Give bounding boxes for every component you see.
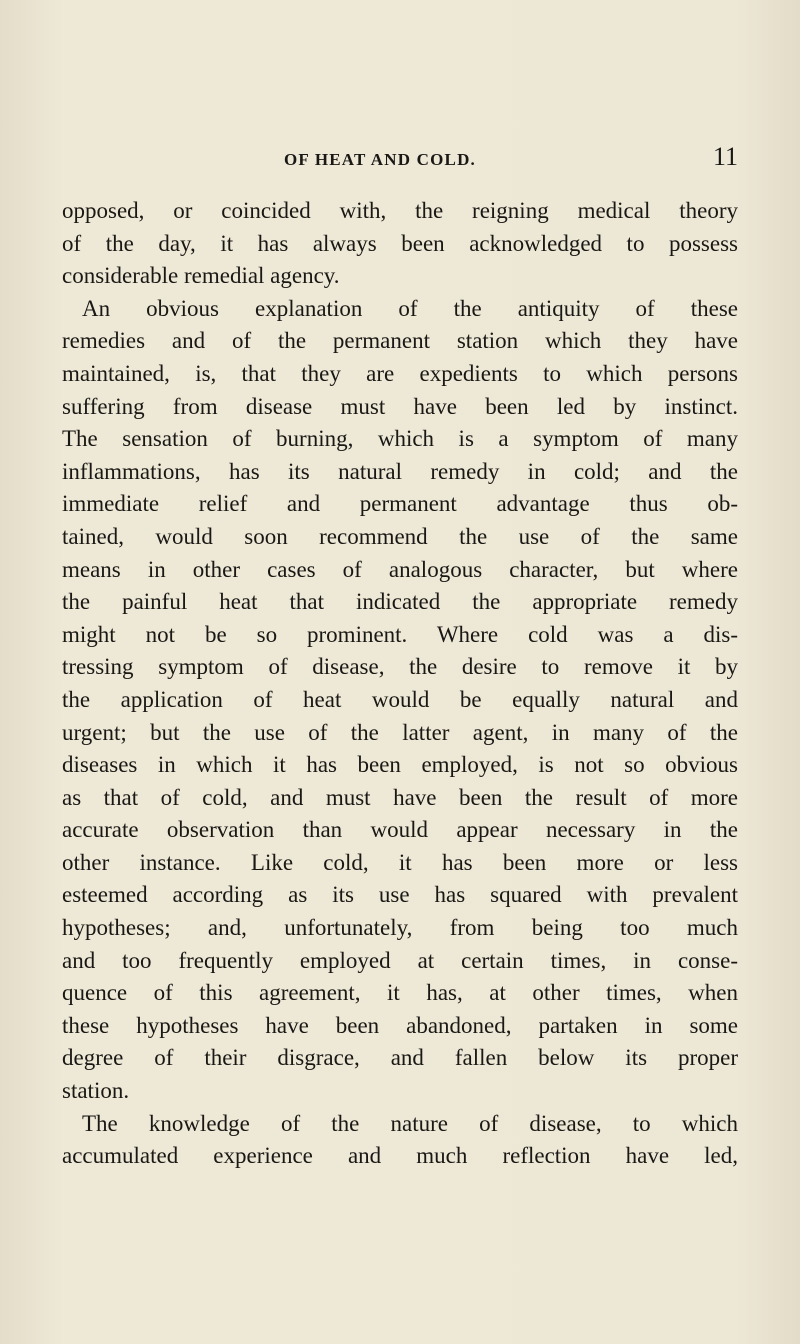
text-line: other instance. Like cold, it has been more or less [62,849,738,875]
text-line: remedies and of the permanent station which they have [62,328,738,354]
text-line: the application of heat would be equally natural and [62,686,738,712]
text-line: The sensation of burning, which is a symptom of many [62,426,738,452]
page-number: 11 [712,142,738,171]
text-line: accurate observation than would appear necessary in the [62,817,738,843]
text-line: esteemed according as its use has squared with prevalent [62,882,738,908]
text-line: immediate relief and permanent advantage thus ob- [62,491,738,517]
running-head [62,140,738,172]
text-line: of the day, it has always been acknowledged to possess [62,230,738,256]
text-line: degree of their disgrace, and fallen below its proper [62,1045,738,1071]
text-line: as that of cold, and must have been the result of more [62,784,738,810]
text-line: these hypotheses have been abandoned, partaken in some [62,1012,738,1038]
text-line: means in other cases of analogous character, but where [62,556,738,582]
text-line: tressing symptom of disease, the desire to remove it by [62,654,738,680]
body-text [62,195,738,1173]
running-title: OF HEAT AND COLD. [284,150,476,169]
text-line: tained, would soon recommend the use of the same [62,523,738,549]
text-line: An obvious explanation of the antiquity of these [82,295,738,321]
text-line: might not be so prominent. Where cold was a dis- [62,621,738,647]
text-line: quence of this agreement, it has, at other times, when [62,980,738,1006]
text-line: urgent; but the use of the latter agent, in many of the [62,719,738,745]
text-line: suffering from disease must have been led by instinct. [62,393,738,419]
text-line: the painful heat that indicated the appropriate remedy [62,589,738,615]
text-line: diseases in which it has been employed, is not so obvious [62,752,738,778]
text-line: and too frequently employed at certain times, in conse- [62,947,738,973]
text-line: accumulated experience and much reflection have led, [62,1143,738,1169]
text-line: inflammations, has its natural remedy in cold; and the [62,458,738,484]
text-line: station. [62,1078,130,1104]
text-line: considerable remedial agency. [62,263,340,289]
text-line: hypotheses; and, unfortunately, from being too much [62,915,738,941]
text-line: maintained, is, that they are expedients to which persons [62,360,738,386]
text-line: opposed, or coincided with, the reigning medical theory [62,198,738,223]
text-line: The knowledge of the nature of disease, to which [82,1110,738,1136]
